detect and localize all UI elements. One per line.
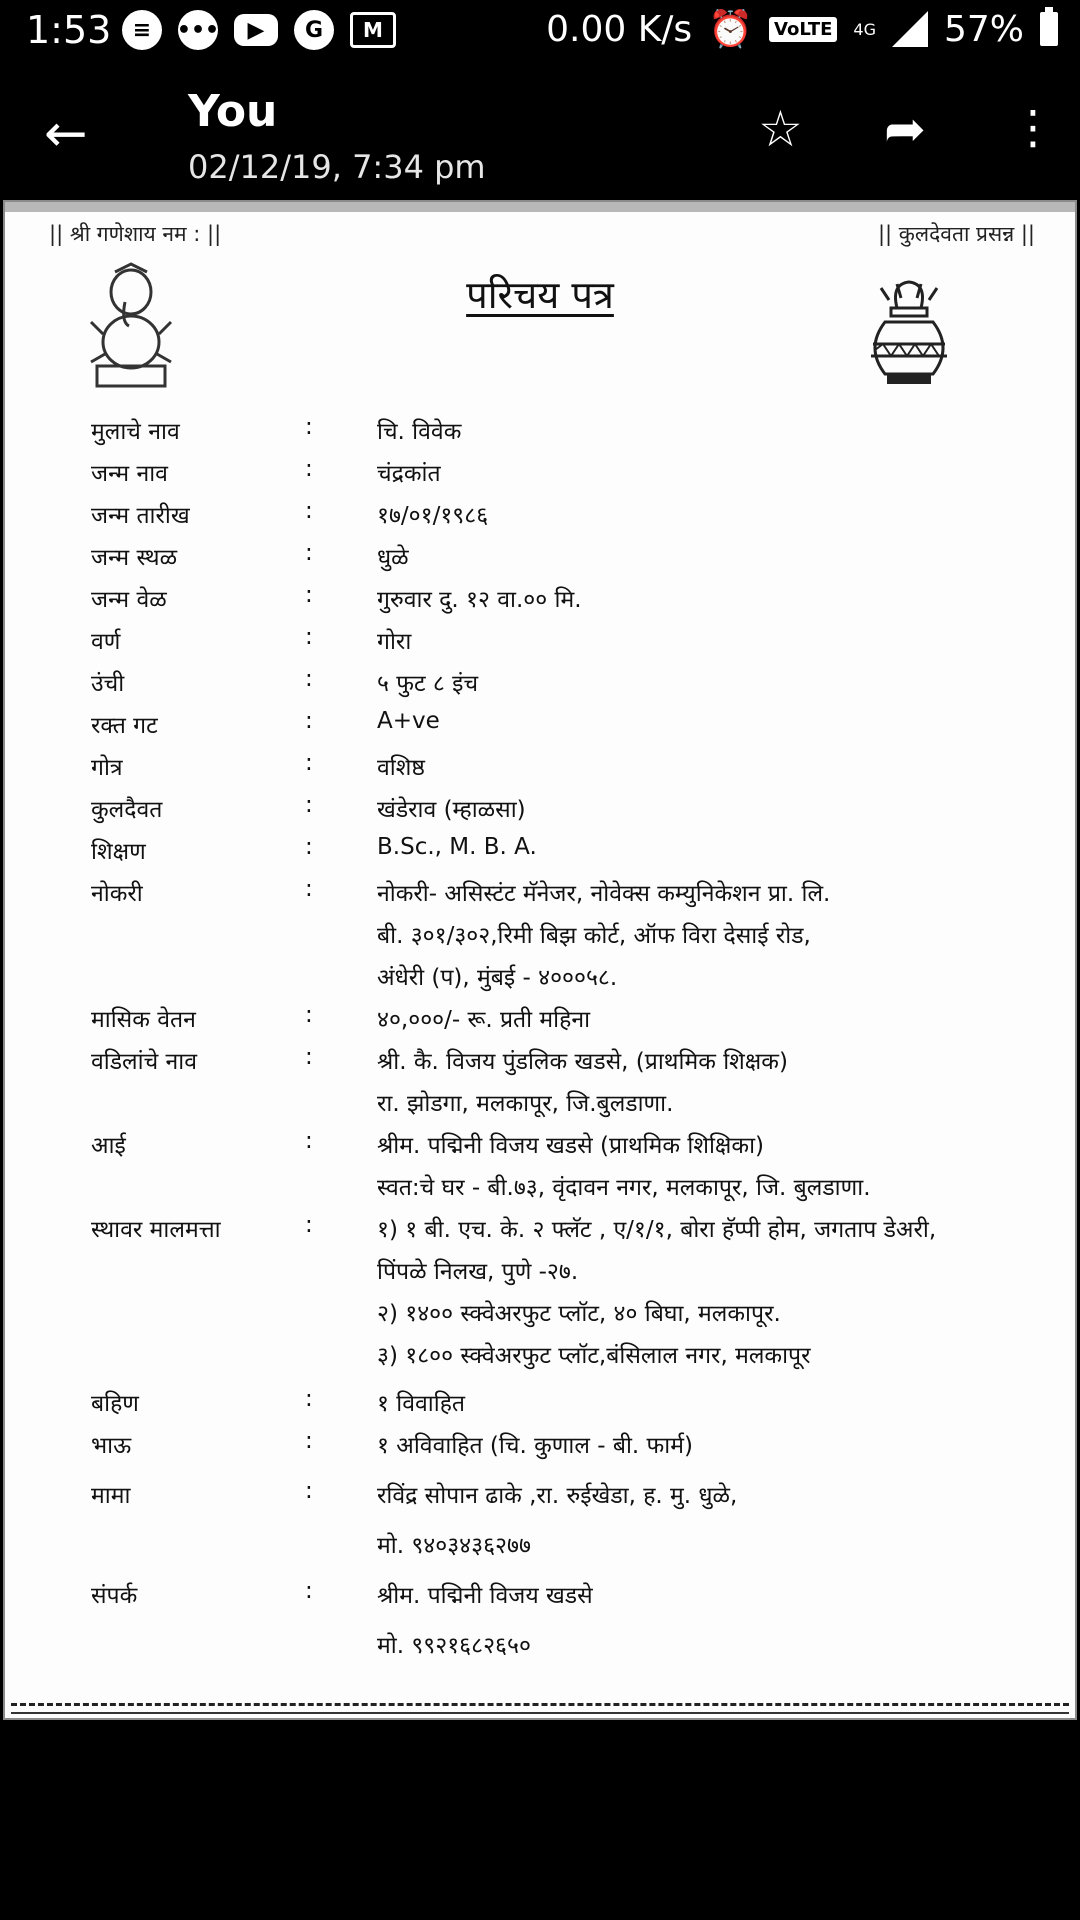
battery-icon [1040, 12, 1058, 46]
more-vert-icon[interactable]: ⋮ [1010, 100, 1056, 154]
biodata-document[interactable] [3, 200, 1077, 1720]
field-colon: : [305, 414, 313, 440]
field-value: धुळे [377, 545, 409, 571]
field-colon: : [305, 456, 313, 482]
field-colon: : [305, 1212, 313, 1238]
field-label: जन्म तारीख [91, 503, 190, 529]
bottom-rule [11, 1712, 1069, 1714]
alarm-icon: ⏰ [708, 9, 754, 50]
field-value: १७/०१/१९८६ [377, 503, 489, 529]
field-value: रविंद्र सोपान ढाके ,रा. रुईखेडा, ह. मु. धुळे, [377, 1483, 738, 1509]
field-value: १ विवाहित [377, 1391, 466, 1417]
field-value: श्री. कै. विजय पुंडलिक खडसे, (प्राथमिक शिक्षक) [377, 1049, 788, 1075]
sender-name: You [188, 86, 278, 137]
field-label: स्थावर मालमत्ता [91, 1217, 221, 1243]
field-label: जन्म स्थळ [91, 545, 178, 571]
field-label: मासिक वेतन [91, 1007, 196, 1033]
field-label: रक्त गट [91, 713, 158, 739]
net-type: 4G [853, 19, 876, 39]
field-value: वशिष्ठ [377, 755, 425, 781]
field-value: अंधेरी (प), मुंबई - ४०००५८. [377, 965, 618, 991]
field-value: श्रीम. पद्मिनी विजय खडसे [377, 1583, 593, 1609]
status-bar [0, 0, 1080, 66]
field-value: ३) १८०० स्क्वेअरफुट प्लॉट,बंसिलाल नगर, मलकापूर [377, 1343, 811, 1369]
field-value: १ अविवाहित (चि. कुणाल - बी. फार्म) [377, 1433, 693, 1459]
status-right [546, 8, 1058, 50]
notification-icons [122, 10, 396, 50]
field-label: वडिलांचे नाव [91, 1049, 198, 1075]
field-value: चि. विवेक [377, 419, 462, 445]
field-value: खंडेराव (म्हाळसा) [377, 797, 526, 823]
field-label: मामा [91, 1483, 131, 1509]
field-value: मो. ९९२१६८२६५० [377, 1633, 531, 1659]
net-speed: 0.00 K/s [546, 8, 693, 50]
field-colon: : [305, 1386, 313, 1412]
header-left: || श्री गणेशाय नम : || [49, 222, 222, 246]
field-label: वर्ण [91, 629, 121, 655]
field-value: मो. ९४०३४३६२७७ [377, 1533, 531, 1559]
youtube-icon: ▶ [234, 14, 278, 46]
volte-badge: VoLTE [769, 17, 837, 42]
field-value: गुरुवार दु. १२ वा.०० मि. [377, 587, 582, 613]
field-colon: : [305, 708, 313, 734]
field-colon: : [305, 750, 313, 776]
field-colon: : [305, 540, 313, 566]
field-label: कुलदैवत [91, 797, 163, 823]
ganesha-image [85, 262, 177, 392]
star-icon[interactable]: ☆ [758, 100, 803, 158]
field-value: रा. झोडगा, मलकापूर, जि.बुलडाणा. [377, 1091, 674, 1117]
field-colon: : [305, 834, 313, 860]
timestamp: 02/12/19, 7:34 pm [188, 148, 486, 186]
battery-percent: 57% [943, 8, 1024, 50]
kalash-image [861, 278, 957, 388]
field-colon: : [305, 1478, 313, 1504]
field-value: गोरा [377, 629, 412, 655]
back-arrow-icon[interactable]: ← [44, 104, 88, 164]
field-colon: : [305, 1128, 313, 1154]
field-label: गोत्र [91, 755, 123, 781]
field-label: आई [91, 1133, 126, 1159]
field-value: ४०,०००/- रू. प्रती महिना [377, 1007, 591, 1033]
field-colon: : [305, 1044, 313, 1070]
field-colon: : [305, 582, 313, 608]
field-colon: : [305, 792, 313, 818]
field-value: B.Sc., M. B. A. [377, 834, 537, 860]
field-label: जन्म वेळ [91, 587, 167, 613]
message-icon: ≡ [122, 10, 162, 50]
status-time: 1:53 [26, 8, 112, 52]
google-icon: G [294, 10, 334, 50]
field-value: श्रीम. पद्मिनी विजय खडसे (प्राथमिक शिक्षिका) [377, 1133, 765, 1159]
header-right: || कुलदेवता प्रसन्न || [877, 222, 1035, 246]
field-label: नोकरी [91, 881, 143, 907]
field-value: चंद्रकांत [377, 461, 441, 487]
dashed-divider [11, 1703, 1069, 1706]
document-title: परिचय पत्र [466, 273, 614, 317]
field-value: २) १४०० स्क्वेअरफुट प्लॉट, ४० बिघा, मलकापूर. [377, 1301, 781, 1327]
field-colon: : [305, 1002, 313, 1028]
field-value: पिंपळे निलख, पुणे -२७. [377, 1259, 579, 1285]
chat-icon: ••• [178, 10, 218, 50]
share-icon[interactable]: ➦ [884, 100, 926, 158]
field-value: ५ फुट ८ इंच [377, 671, 479, 697]
field-label: शिक्षण [91, 839, 146, 865]
field-colon: : [305, 1578, 313, 1604]
field-label: उंची [91, 671, 125, 697]
gmail-icon: M [350, 12, 396, 48]
field-label: जन्म नाव [91, 461, 168, 487]
field-value: A+ve [377, 708, 440, 734]
field-colon: : [305, 1428, 313, 1454]
field-value: नोकरी- असिस्टंट मॅनेजर, नोवेक्स कम्युनिकेशन प्रा. लि. [377, 881, 831, 907]
field-colon: : [305, 498, 313, 524]
field-colon: : [305, 666, 313, 692]
signal-icon [892, 11, 928, 47]
field-label: बहिण [91, 1391, 139, 1417]
field-colon: : [305, 624, 313, 650]
field-label: संपर्क [91, 1583, 138, 1609]
field-value: १) १ बी. एच. के. २ फ्लॅट , ए/१/१, बोरा हॅप्पी होम, जगताप डेअरी, [377, 1217, 937, 1243]
field-value: स्वत:चे घर - बी.७३, वृंदावन नगर, मलकापूर, जि. बुलडाणा. [377, 1175, 871, 1201]
field-value: बी. ३०१/३०२,रिमी बिझ कोर्ट, ऑफ विरा देसाई रोड, [377, 923, 811, 949]
field-label: मुलाचे नाव [91, 419, 180, 445]
field-colon: : [305, 876, 313, 902]
field-label: भाऊ [91, 1433, 132, 1459]
document-top-band [5, 202, 1075, 212]
app-bar [0, 66, 1080, 200]
